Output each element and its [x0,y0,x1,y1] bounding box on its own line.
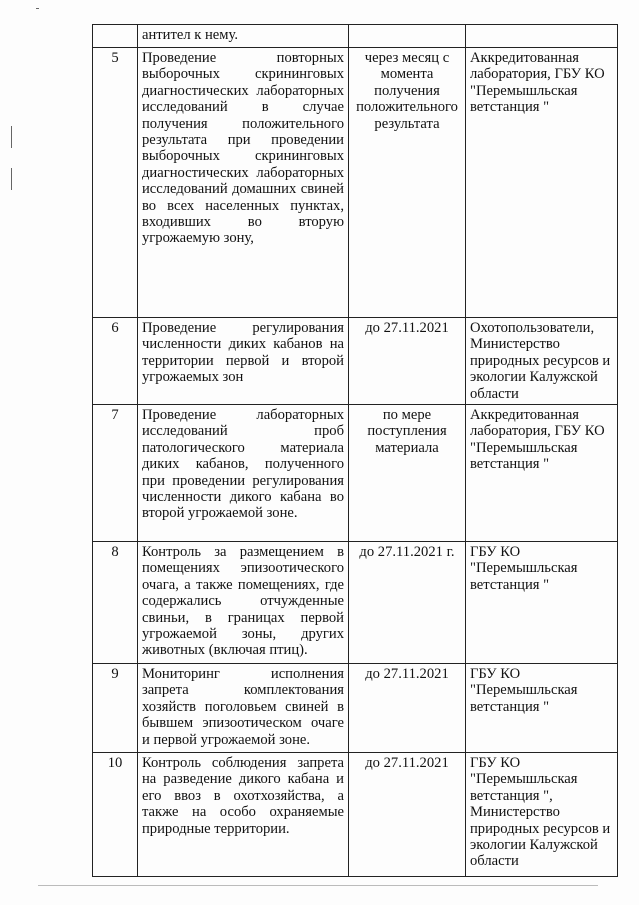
row-action: Контроль соблюдения запрета на разведение дикого кабана и его ввоз в охотхозяйства, а также на особо охраняемые природные территории. [138,753,349,877]
row-term: до 27.11.2021 г. [349,542,466,664]
row-number: 7 [93,405,138,542]
table-row [93,25,618,48]
row-executor: Аккредитованная лаборатория, ГБУ КО "Перемышльская ветстанция " [466,405,618,542]
row-number: 10 [93,753,138,877]
measures-table [92,24,618,877]
row-action: Мониторинг исполнения запрета комплектования хозяйств поголовьем свиней в бывшем эпизоотическом очаге и первой угрожаемой зоне. [138,664,349,753]
row-executor [466,25,618,48]
row-action: Контроль за размещением в помещениях эпизоотического очага, а также помещениях, где содержались отчужденные свиньи, в границах первой угрожаемой зоны, других животных (включая птиц). [138,542,349,664]
row-executor: ГБУ КО "Перемышльская ветстанция " [466,664,618,753]
table-row [93,542,618,664]
table-row [93,664,618,753]
row-term: по мере поступления материала [349,405,466,542]
row-number [93,25,138,48]
table-row [93,405,618,542]
row-action: Проведение регулирования численности диких кабанов на территории первой и второй угрожаемых зон [138,318,349,405]
row-action: Проведение лабораторных исследований проб патологического материала диких кабанов, полученного при проведении регулирования численности дикого кабана во второй угрожаемой зоне. [138,405,349,542]
row-executor: ГБУ КО "Перемышльская ветстанция " [466,542,618,664]
row-action: антител к нему. [138,25,349,48]
row-executor: Аккредитованная лаборатория, ГБУ КО "Перемышльская ветстанция " [466,48,618,318]
row-executor: Охотопользователи, Министерство природных ресурсов и экологии Калужской области [466,318,618,405]
row-term: через месяц с момента получения положительного результата [349,48,466,318]
row-term [349,25,466,48]
table-row [93,318,618,405]
row-executor: ГБУ КО "Перемышльская ветстанция ", Министерство природных ресурсов и экологии Калужской области [466,753,618,877]
scan-edge-line [38,885,598,886]
row-number: 6 [93,318,138,405]
row-term: до 27.11.2021 [349,664,466,753]
row-number: 9 [93,664,138,753]
row-term: до 27.11.2021 [349,753,466,877]
table-row [93,48,618,318]
table-row [93,753,618,877]
row-action: Проведение повторных выборочных скрининговых диагностических лабораторных исследований в случае получения положительного результата при проведении выборочных скрининговых диагностических лабораторных исследований домашних свиней во всех населенных пунктах, входивших во вторую угрожаемую зону, [138,48,349,318]
row-term: до 27.11.2021 [349,318,466,405]
row-number: 8 [93,542,138,664]
row-number: 5 [93,48,138,318]
